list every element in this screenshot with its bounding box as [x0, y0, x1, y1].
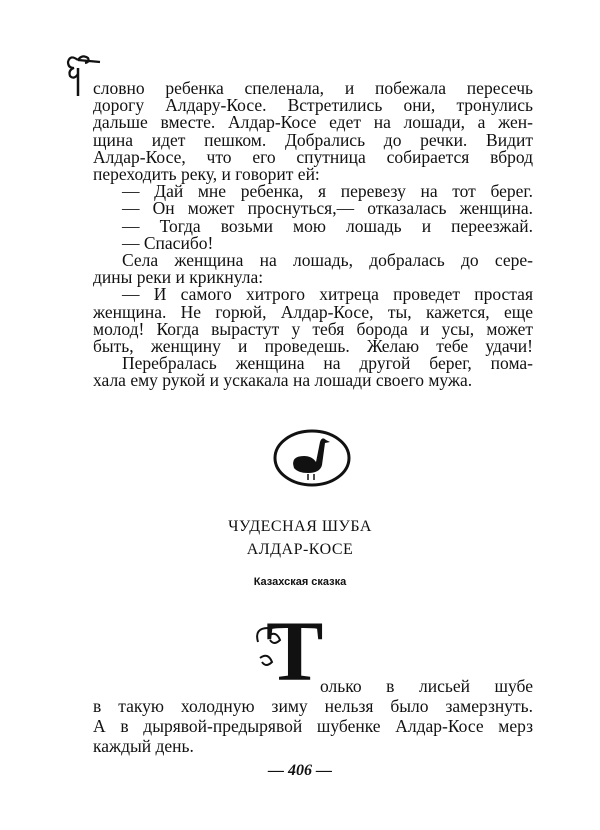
- text-line: быть, женщину и проведешь. Желаю тебе удачи!: [93, 336, 533, 356]
- text-line: словно ребенка спеленала, и побежала пересечь: [93, 78, 533, 98]
- story-text-line: А в дырявой-предырявой шубенке Алдар-Косе мерз: [93, 716, 533, 736]
- text-line: щина идет пешком. Добрались до речки. Видит: [93, 129, 533, 150]
- text-line: дины реки и крикнула:: [93, 267, 264, 288]
- page-number: — 406 —: [268, 762, 332, 779]
- drop-cap-letter: Т: [266, 603, 324, 699]
- story-text-line: олько в лисьей шубе: [320, 676, 533, 696]
- story-text-line: каждый день.: [93, 736, 194, 756]
- text-line: переходить реку, и говорит ей:: [93, 164, 320, 184]
- text-line: — И самого хитрого хитреца проведет простая: [122, 284, 533, 305]
- drop-cap: [252, 603, 324, 699]
- text-line: молод! Когда вырастут у тебя борода и усы, может: [93, 318, 533, 339]
- text-line: женщина. Не горюй, Алдар-Косе, ты, кажется, еще: [93, 301, 533, 322]
- text-line: Села женщина на лошадь, добралась до сере-: [122, 250, 533, 270]
- text-line: хала ему рукой и ускакала на лошади своего мужа.: [93, 370, 473, 391]
- text-line: — Он может проснуться,— отказалась женщина.: [122, 198, 533, 219]
- text-line: дорогу Алдару-Косе. Встретились они, тронулись: [93, 95, 533, 116]
- goose-vignette-icon: [272, 428, 352, 488]
- text-line: дальше вместе. Алдар-Косе едет на лошади, а жен-: [93, 112, 533, 133]
- text-line: — Спасибо!: [122, 232, 214, 253]
- text-line: — Дай мне ребенка, я перевезу на тот берег.: [122, 181, 533, 202]
- text-line: — Тогда возьми мою лошадь и переезжай.: [122, 215, 533, 236]
- story-title-line1: ЧУДЕСНАЯ ШУБА: [228, 518, 372, 535]
- text-line: Перебралась женщина на другой берег, пома-: [122, 353, 533, 374]
- story-subtitle: Казахская сказка: [253, 576, 347, 588]
- story-text-line: в такую холодную зиму нельзя было замерзнуть.: [93, 696, 533, 716]
- story-title-line2: АЛДАР-КОСЕ: [246, 541, 354, 558]
- text-line: Алдар-Косе, что его спутница собирается вброд: [93, 146, 533, 167]
